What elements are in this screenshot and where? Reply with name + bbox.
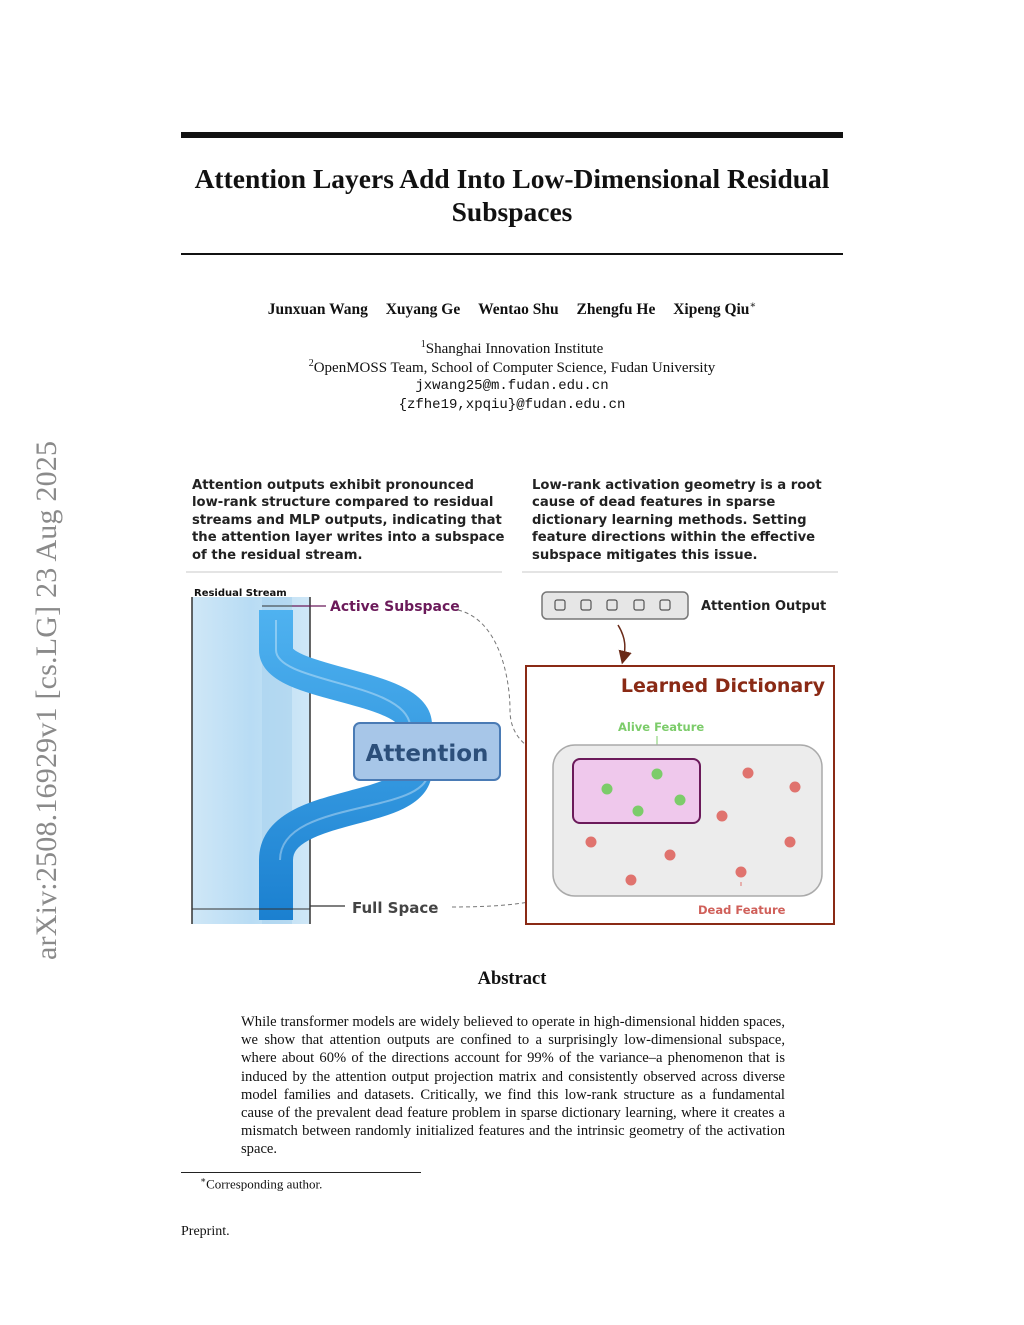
dead-feature-dot bbox=[743, 768, 754, 779]
footnote-rule bbox=[181, 1172, 421, 1173]
abstract-heading: Abstract bbox=[477, 969, 547, 989]
author: Xipeng Qiu∗ bbox=[673, 300, 757, 319]
title-line-1: Attention Layers Add Into Low-Dimensional Residual bbox=[194, 163, 830, 194]
dead-feature-dot bbox=[665, 850, 676, 861]
author: Xuyang Ge bbox=[385, 301, 461, 319]
author: Zhengfu He bbox=[576, 301, 656, 319]
alive-feature-dot bbox=[675, 795, 686, 806]
corresponding-mark: ∗ bbox=[749, 300, 757, 311]
dead-feature-dot bbox=[626, 875, 637, 886]
output-to-dictionary-arrow bbox=[618, 625, 625, 660]
teaser-figure bbox=[180, 470, 844, 932]
dead-feature-dot bbox=[785, 837, 796, 848]
title-bottom-rule bbox=[181, 253, 843, 255]
email-1: jxwang25@m.fudan.edu.cn bbox=[415, 378, 609, 394]
preprint-label: Preprint. bbox=[181, 1224, 230, 1239]
author-list bbox=[160, 300, 864, 319]
arxiv-id: arXiv:2508.16929v1 [cs.LG] 23 Aug 2025 bbox=[30, 440, 63, 960]
attention-output-label: Attention Output bbox=[701, 599, 827, 614]
footnote: ∗Corresponding author. bbox=[200, 1175, 323, 1192]
dead-feature-dot bbox=[717, 811, 728, 822]
attention-output-vector bbox=[542, 592, 688, 619]
dead-feature-label: Dead Feature bbox=[698, 903, 786, 917]
residual-stream-label: Residual Stream bbox=[194, 588, 287, 599]
title-line-2: Subspaces bbox=[451, 196, 573, 227]
alive-feature-dot bbox=[652, 769, 663, 780]
dead-feature-dot bbox=[790, 782, 801, 793]
affiliation-2: $^2$OpenMOSS Team, School of Computer Science, Fudan University bbox=[308, 358, 716, 376]
alive-feature-dot bbox=[633, 806, 644, 817]
left-caption: Attention outputs exhibit pronounced low-rank structure compared to residual streams and MLP outputs, indicating that the attention layer writes into a subspace of the residual stream. bbox=[192, 478, 505, 563]
alive-feature-dot bbox=[602, 784, 613, 795]
right-caption: Low-rank activation geometry is a root cause of dead features in sparse dictionary learning methods. Setting feature directions within the effective subspace mitigates this issue. bbox=[532, 478, 822, 563]
paper-title bbox=[160, 162, 864, 228]
author: Wentao Shu bbox=[478, 301, 559, 319]
affiliation-1: $^1$Shanghai Innovation Institute bbox=[420, 339, 604, 357]
dead-feature-dot bbox=[586, 837, 597, 848]
figure-diagram bbox=[180, 470, 844, 932]
full-space-label: Full Space bbox=[352, 899, 439, 917]
author: Junxuan Wang bbox=[267, 301, 368, 319]
alive-feature-label: Alive Feature bbox=[618, 720, 705, 734]
active-subspace-label: Active Subspace bbox=[330, 599, 460, 615]
attention-label: Attention bbox=[365, 741, 489, 767]
abstract-body: While transformer models are widely believed to operate in high-dimensional hidden spaces, we show that attention outputs are confined to a surprisingly low-dimensional subspace, where about 60% of the directions account for 99% of the variance–a phenomenon that is induced by the attention output projection matrix and consistently observed across diverse model families and datasets. Critically, we find this low-rank structure as a fundamental cause of the prevalent dead feature problem in sparse dictionary learning, where it creates a mismatch between randomly initialized features and the intrinsic geometry of the activation space. bbox=[241, 1014, 785, 1158]
title-top-rule bbox=[181, 132, 843, 138]
learned-dictionary-label: Learned Dictionary bbox=[620, 675, 825, 697]
dead-feature-dot bbox=[736, 867, 747, 878]
email-2: {zfhe19,xpqiu}@fudan.edu.cn bbox=[398, 397, 626, 413]
